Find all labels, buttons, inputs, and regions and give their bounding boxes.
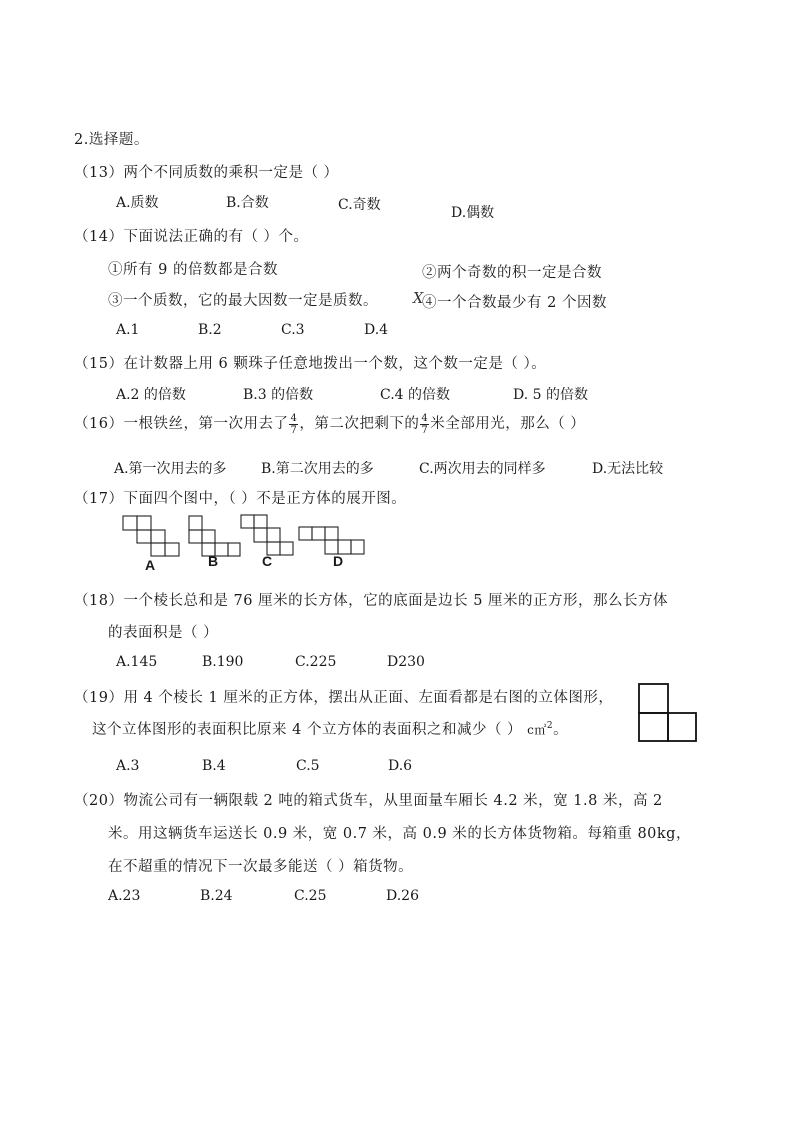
q15-stem: （15）在计数器上用 6 颗珠子任意地拨出一个数，这个数一定是（ ）。: [74, 356, 547, 372]
q15-option-d: D. 5 的倍数: [513, 387, 588, 403]
net-figure-b: [186, 514, 242, 558]
q13-option-d: D.偶数: [451, 205, 495, 221]
q19-option-b: B.4: [202, 758, 226, 774]
q14-statement-1: ①所有 9 的倍数都是合数: [108, 262, 278, 278]
q14-statement-4: ④一个合数最少有 2 个因数: [422, 295, 607, 311]
q16-fraction-2-numerator: 4: [421, 412, 429, 424]
q14-statement-3: ③一个质数，它的最大因数一定是质数。: [108, 293, 378, 309]
q16-fraction-1: [289, 413, 298, 436]
q18-stem-line-2: 的表面积是（ ）: [108, 625, 219, 641]
q16-fraction-2: [420, 413, 429, 436]
q13-option-b: B.合数: [226, 195, 269, 211]
net-label-b: B: [208, 553, 219, 569]
q18-stem-line-1: （18）一个棱长总和是 76 厘米的长方体，它的底面是边长 5 厘米的正方形，那么长方体: [74, 593, 669, 609]
q20-stem-line-3: 在不超重的情况下一次最多能送（ ）箱货物。: [108, 859, 414, 875]
q19-unit: c㎡: [527, 723, 547, 737]
q14-option-d: D.4: [364, 322, 389, 338]
q19-option-d: D.6: [388, 758, 413, 774]
q20-option-b: B.24: [200, 888, 233, 904]
q13-stem: （13）两个不同质数的乘积一定是（ ）: [74, 165, 339, 181]
q15-option-a: A.2 的倍数: [116, 387, 186, 403]
q15-option-c: C.4 的倍数: [380, 387, 451, 403]
q19-unit-tail: 。: [553, 722, 569, 738]
net-figure-a: [120, 514, 182, 558]
q14-option-c: C.3: [281, 322, 305, 338]
q16-stem: [74, 412, 585, 436]
q16-option-b: B.第二次用去的多: [261, 461, 374, 477]
net-label-a: A: [145, 557, 156, 573]
q20-stem-line-2: 米。用这辆货车运送长 0.9 米，宽 0.7 米，高 0.9 米的长方体货物箱。每箱重 80kg，: [108, 826, 691, 842]
q14-stem: （14）下面说法正确的有（ ）个。: [74, 229, 309, 245]
q20-stem-line-1: （20）物流公司有一辆限载 2 吨的箱式货车，从里面量车厢长 4.2 米，宽 1.8 米，高 2: [74, 793, 663, 809]
q19-stem-text: 这个立体图形的表面积比原来 4 个立方体的表面积之和减少（ ）: [92, 722, 523, 738]
q14-statement-2: ②两个奇数的积一定是合数: [422, 265, 602, 281]
q16-fraction-1-denominator: 7: [290, 424, 298, 436]
q18-option-b: B.190: [202, 654, 244, 670]
q16-stem-part-2: ，第二次把剩下的: [299, 416, 420, 432]
q16-option-a: A.第一次用去的多: [114, 461, 227, 477]
q19-view-figure: [637, 682, 699, 744]
q19-option-a: A.3: [116, 758, 140, 774]
q18-option-a: A.145: [116, 654, 158, 670]
q20-option-d: D.26: [386, 888, 419, 904]
q14-option-a: A.1: [116, 322, 140, 338]
q19-unit-superscript: 2: [546, 721, 554, 732]
q18-option-c: C.225: [295, 654, 337, 670]
q16-fraction-1-numerator: 4: [290, 412, 298, 424]
q20-option-c: C.25: [294, 888, 327, 904]
net-figure-c: [238, 512, 296, 558]
q14-option-b: B.2: [198, 322, 222, 338]
section-title: 2.选择题。: [74, 132, 149, 148]
q18-option-d: D230: [387, 654, 425, 670]
q13-option-c: C.奇数: [338, 197, 381, 213]
q17-stem: （17）下面四个图中，（ ）不是正方体的展开图。: [74, 491, 407, 507]
q15-option-b: B.3 的倍数: [243, 387, 314, 403]
q19-option-c: C.5: [296, 758, 320, 774]
q16-stem-part-1: （16）一根铁丝，第一次用去了: [74, 416, 289, 432]
q19-stem-line-1: （19）用 4 个棱长 1 厘米的正方体，摆出从正面、左面看都是右图的立体图形，: [74, 690, 614, 706]
q13-option-a: A.质数: [116, 195, 159, 211]
q16-fraction-2-denominator: 7: [421, 424, 429, 436]
net-label-c: C: [262, 553, 273, 569]
net-figure-d: [296, 525, 368, 557]
q16-option-c: C.两次用去的同样多: [419, 461, 546, 477]
q20-option-a: A.23: [108, 888, 141, 904]
q19-stem-line-2: [92, 718, 568, 739]
q14-cross-mark: X: [413, 291, 424, 307]
q16-option-d: D.无法比较: [592, 461, 664, 477]
net-label-d: D: [333, 553, 344, 569]
q16-stem-part-3: 米全部用光，那么（ ）: [430, 416, 586, 432]
